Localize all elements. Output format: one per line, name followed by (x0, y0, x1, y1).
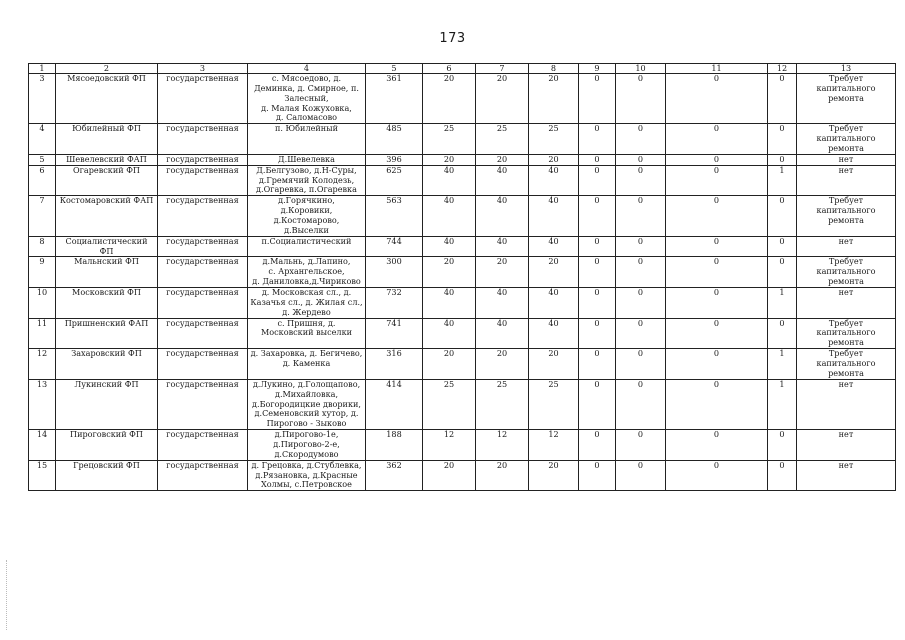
ownership-type-cell: государственная (158, 165, 248, 196)
facility-name-cell: Костомаровский ФАП (56, 196, 158, 236)
value-cell-12: 1 (768, 379, 797, 429)
value-cell-11: 0 (666, 460, 768, 491)
settlements-line: д. Московская сл., д. (261, 287, 352, 298)
value-cell-9: 0 (579, 154, 616, 165)
value-cell-11: 0 (666, 379, 768, 429)
value-cell-7: 20 (476, 74, 529, 124)
value-cell-7: 25 (476, 379, 529, 429)
facility-name-cell: Юбилейный ФП (56, 124, 158, 155)
value-cell-6: 20 (423, 74, 476, 124)
table-row (29, 236, 896, 257)
repair-status-cell (797, 349, 896, 380)
repair-status-line: нет (838, 154, 854, 164)
value-cell-5: 744 (366, 236, 423, 257)
value-cell-9: 0 (579, 165, 616, 196)
row-number-cell: 3 (29, 74, 56, 124)
row-number-cell: 7 (29, 196, 56, 236)
value-cell-8: 40 (529, 318, 579, 349)
settlements-cell (248, 236, 366, 257)
settlements-line: д. Жердево (282, 306, 331, 317)
value-cell-9: 0 (579, 379, 616, 429)
settlements-line: д.Коровики, (280, 205, 333, 216)
settlements-line: п.Социалистический (261, 236, 352, 246)
header-cell-3: 3 (158, 64, 248, 74)
settlements-line: Московский выселки (260, 327, 353, 338)
ownership-type-cell: государственная (158, 196, 248, 236)
ownership-type-cell: государственная (158, 349, 248, 380)
ownership-type-cell: государственная (158, 257, 248, 288)
header-cell-12: 12 (768, 64, 797, 74)
value-cell-11: 0 (666, 288, 768, 319)
value-cell-6: 40 (423, 318, 476, 349)
ownership-type-cell: государственная (158, 379, 248, 429)
table-body (29, 64, 896, 491)
value-cell-7: 40 (476, 288, 529, 319)
settlements-line: д.Богородицкие дворики, (252, 398, 361, 409)
value-cell-10: 0 (616, 349, 666, 380)
value-cell-11: 0 (666, 257, 768, 288)
repair-status-line: Требует (828, 256, 864, 267)
value-cell-7: 40 (476, 196, 529, 236)
settlements-line: п. Юбилейный (274, 123, 339, 134)
header-cell-7: 7 (476, 64, 529, 74)
value-cell-6: 40 (423, 236, 476, 257)
table-row (29, 379, 896, 429)
value-cell-8: 25 (529, 124, 579, 155)
facility-name-cell: Захаровский ФП (56, 349, 158, 380)
value-cell-10: 0 (616, 430, 666, 461)
repair-status-line: ремонта (828, 215, 864, 226)
settlements-cell (248, 349, 366, 380)
settlements-line: Д.Белгузово, д.Н-Суры, (256, 165, 357, 175)
header-cell-9: 9 (579, 64, 616, 74)
header-cell-2: 2 (56, 64, 158, 74)
table-row (29, 349, 896, 380)
repair-status-line: Требует (828, 195, 864, 206)
value-cell-6: 25 (423, 379, 476, 429)
facility-name-cell: Мальнский ФП (56, 257, 158, 288)
value-cell-8: 40 (529, 165, 579, 196)
table-row (29, 165, 896, 196)
value-cell-5: 732 (366, 288, 423, 319)
value-cell-7: 40 (476, 236, 529, 257)
settlements-line: с. Мясоедово, д. (271, 73, 342, 83)
facility-name-cell: Шевелевский ФАП (56, 154, 158, 165)
ownership-type-cell: государственная (158, 288, 248, 319)
settlements-line: д.Лукино, д.Голощапово, (252, 379, 361, 389)
value-cell-11: 0 (666, 124, 768, 155)
value-cell-5: 188 (366, 430, 423, 461)
value-cell-10: 0 (616, 257, 666, 288)
value-cell-5: 625 (366, 165, 423, 196)
value-cell-6: 20 (423, 154, 476, 165)
settlements-line: д. Саломасово (275, 112, 338, 123)
value-cell-12: 0 (768, 74, 797, 124)
value-cell-12: 0 (768, 196, 797, 236)
repair-status-cell (797, 196, 896, 236)
row-number-cell: 15 (29, 460, 56, 491)
repair-status-line: нет (838, 236, 854, 246)
value-cell-10: 0 (616, 165, 666, 196)
value-cell-8: 20 (529, 154, 579, 165)
repair-status-cell (797, 257, 896, 288)
repair-status-cell (797, 236, 896, 257)
repair-status-cell (797, 318, 896, 349)
value-cell-5: 414 (366, 379, 423, 429)
value-cell-9: 0 (579, 257, 616, 288)
settlements-line: д. Захаровка, д. Бегичево, (250, 348, 363, 359)
facility-name-cell: Пироговский ФП (56, 430, 158, 461)
repair-status-line: ремонта (828, 367, 864, 378)
header-cell-6: 6 (423, 64, 476, 74)
facility-name-cell: Грецовский ФП (56, 460, 158, 491)
value-cell-11: 0 (666, 154, 768, 165)
settlements-line: Казачья сл., д. Жилая сл., (250, 296, 363, 307)
settlements-cell (248, 379, 366, 429)
value-cell-5: 316 (366, 349, 423, 380)
value-cell-11: 0 (666, 318, 768, 349)
row-number-cell: 12 (29, 349, 56, 380)
repair-status-line: Требует (828, 318, 864, 328)
repair-status-line: капитального (816, 358, 876, 369)
settlements-line: Пирогово - Зыково (266, 418, 347, 429)
settlements-line: д.Михайловка, (274, 388, 339, 399)
value-cell-10: 0 (616, 74, 666, 124)
facility-name-cell: Мясоедовский ФП (56, 74, 158, 124)
value-cell-11: 0 (666, 349, 768, 380)
settlements-cell (248, 288, 366, 319)
settlements-cell (248, 74, 366, 124)
value-cell-8: 40 (529, 236, 579, 257)
settlements-line: Залесный, (284, 92, 329, 103)
repair-status-line: нет (838, 460, 854, 470)
value-cell-12: 1 (768, 165, 797, 196)
value-cell-12: 0 (768, 124, 797, 155)
table-row (29, 430, 896, 461)
settlements-line: Деминка, д. Смирное, п. (254, 82, 359, 93)
header-row (29, 64, 896, 74)
value-cell-12: 0 (768, 154, 797, 165)
value-cell-12: 0 (768, 236, 797, 257)
value-cell-9: 0 (579, 430, 616, 461)
settlements-line: д.Горячкино, (278, 195, 335, 206)
facility-name-cell: Огаревский ФП (56, 165, 158, 196)
value-cell-9: 0 (579, 124, 616, 155)
settlements-line: д.Мальнь, д.Лапино, (262, 256, 351, 267)
value-cell-5: 362 (366, 460, 423, 491)
facility-name-cell: Московский ФП (56, 288, 158, 319)
value-cell-9: 0 (579, 460, 616, 491)
ownership-type-cell: государственная (158, 236, 248, 257)
facility-name-cell: Пришненский ФАП (56, 318, 158, 349)
ownership-type-cell: государственная (158, 74, 248, 124)
repair-status-line: ремонта (828, 276, 864, 287)
settlements-cell (248, 165, 366, 196)
table-row (29, 460, 896, 491)
value-cell-5: 361 (366, 74, 423, 124)
settlements-line: д.Пирогово-1е, (274, 429, 339, 440)
ownership-type-cell: государственная (158, 318, 248, 349)
settlements-line: д. Каменка (282, 358, 331, 369)
ownership-type-cell: государственная (158, 124, 248, 155)
settlements-line: д.Семеновский хутор, д. (254, 408, 359, 419)
row-number-cell: 5 (29, 154, 56, 165)
settlements-cell (248, 124, 366, 155)
settlements-cell (248, 154, 366, 165)
value-cell-9: 0 (579, 236, 616, 257)
table-row (29, 318, 896, 349)
settlements-line: д.Костомарово, (273, 215, 340, 226)
table-row (29, 124, 896, 155)
value-cell-6: 40 (423, 165, 476, 196)
ownership-type-cell: государственная (158, 460, 248, 491)
repair-status-cell (797, 124, 896, 155)
repair-status-line: ремонта (828, 92, 864, 103)
settlements-line: с. Пришня, д. (277, 318, 336, 328)
repair-status-cell (797, 430, 896, 461)
table-row (29, 74, 896, 124)
value-cell-5: 741 (366, 318, 423, 349)
settlements-line: д.Гремячий Колодезь, (258, 174, 355, 185)
repair-status-line: Требует (828, 73, 864, 83)
settlements-line: д. Даниловка,д.Чириково (252, 276, 361, 287)
value-cell-11: 0 (666, 236, 768, 257)
ownership-type-cell: государственная (158, 154, 248, 165)
header-cell-5: 5 (366, 64, 423, 74)
row-number-cell: 6 (29, 165, 56, 196)
value-cell-9: 0 (579, 349, 616, 380)
repair-status-line: капитального (816, 327, 876, 338)
value-cell-8: 20 (529, 257, 579, 288)
value-cell-8: 20 (529, 349, 579, 380)
facilities-table (28, 63, 896, 491)
settlements-line: Д.Шевелевка (278, 154, 335, 164)
settlements-cell (248, 196, 366, 236)
value-cell-7: 40 (476, 165, 529, 196)
value-cell-5: 485 (366, 124, 423, 155)
value-cell-10: 0 (616, 318, 666, 349)
value-cell-12: 0 (768, 430, 797, 461)
table-row (29, 257, 896, 288)
value-cell-11: 0 (666, 430, 768, 461)
header-cell-4: 4 (248, 64, 366, 74)
row-number-cell: 11 (29, 318, 56, 349)
repair-status-line: капитального (816, 82, 876, 93)
value-cell-10: 0 (616, 196, 666, 236)
repair-status-cell (797, 288, 896, 319)
value-cell-8: 20 (529, 460, 579, 491)
row-number-cell: 4 (29, 124, 56, 155)
row-number-cell: 10 (29, 288, 56, 319)
value-cell-12: 1 (768, 288, 797, 319)
header-cell-8: 8 (529, 64, 579, 74)
value-cell-9: 0 (579, 196, 616, 236)
settlements-line: д.Огаревка, п.Огаревка (256, 184, 357, 195)
header-cell-1: 1 (29, 64, 56, 74)
header-cell-11: 11 (666, 64, 768, 74)
settlements-cell (248, 430, 366, 461)
ownership-type-cell: государственная (158, 430, 248, 461)
value-cell-7: 20 (476, 154, 529, 165)
value-cell-9: 0 (579, 318, 616, 349)
value-cell-12: 0 (768, 318, 797, 349)
value-cell-7: 20 (476, 257, 529, 288)
repair-status-line: капитального (816, 266, 876, 277)
repair-status-cell (797, 379, 896, 429)
margin-dotted-line (6, 560, 8, 630)
value-cell-6: 40 (423, 288, 476, 319)
value-cell-10: 0 (616, 124, 666, 155)
value-cell-6: 12 (423, 430, 476, 461)
value-cell-7: 25 (476, 124, 529, 155)
repair-status-cell (797, 460, 896, 491)
value-cell-8: 20 (529, 74, 579, 124)
value-cell-7: 20 (476, 460, 529, 491)
repair-status-line: ремонта (828, 337, 864, 348)
value-cell-5: 563 (366, 196, 423, 236)
repair-status-line: Требует (828, 348, 864, 359)
settlements-line: д. Малая Кожуховка, (261, 102, 352, 113)
table-row (29, 288, 896, 319)
value-cell-6: 25 (423, 124, 476, 155)
repair-status-cell (797, 154, 896, 165)
repair-status-line: капитального (816, 205, 876, 216)
settlements-cell (248, 318, 366, 349)
value-cell-10: 0 (616, 236, 666, 257)
value-cell-10: 0 (616, 460, 666, 491)
repair-status-line: нет (838, 429, 854, 440)
repair-status-line: ремонта (828, 143, 864, 154)
value-cell-8: 40 (529, 196, 579, 236)
value-cell-6: 20 (423, 349, 476, 380)
value-cell-6: 40 (423, 196, 476, 236)
value-cell-12: 0 (768, 257, 797, 288)
value-cell-8: 40 (529, 288, 579, 319)
value-cell-7: 12 (476, 430, 529, 461)
table-row (29, 154, 896, 165)
value-cell-11: 0 (666, 74, 768, 124)
value-cell-10: 0 (616, 379, 666, 429)
settlements-line: д.Рязановка, д.Красные (255, 469, 358, 480)
value-cell-12: 1 (768, 349, 797, 380)
settlements-line: с. Архангельское, (268, 266, 345, 277)
row-number-cell: 8 (29, 236, 56, 257)
settlements-line: д.Выселки (284, 224, 329, 235)
settlements-line: д.Пирогово-2-е, (273, 438, 340, 449)
value-cell-6: 20 (423, 257, 476, 288)
settlements-cell (248, 257, 366, 288)
value-cell-12: 0 (768, 460, 797, 491)
value-cell-5: 396 (366, 154, 423, 165)
repair-status-line: Требует (828, 123, 864, 134)
repair-status-line: нет (838, 287, 854, 298)
settlements-cell (248, 460, 366, 491)
repair-status-cell (797, 74, 896, 124)
settlements-line: д.Скородумово (274, 448, 339, 459)
table-row (29, 196, 896, 236)
repair-status-cell (797, 165, 896, 196)
value-cell-10: 0 (616, 288, 666, 319)
row-number-cell: 14 (29, 430, 56, 461)
value-cell-9: 0 (579, 74, 616, 124)
value-cell-7: 20 (476, 349, 529, 380)
facility-name-cell: Социалистический ФП (56, 236, 158, 257)
header-cell-13: 13 (797, 64, 896, 74)
value-cell-10: 0 (616, 154, 666, 165)
value-cell-5: 300 (366, 257, 423, 288)
value-cell-11: 0 (666, 196, 768, 236)
value-cell-11: 0 (666, 165, 768, 196)
value-cell-9: 0 (579, 288, 616, 319)
value-cell-6: 20 (423, 460, 476, 491)
row-number-cell: 9 (29, 257, 56, 288)
value-cell-7: 40 (476, 318, 529, 349)
repair-status-line: нет (838, 165, 854, 175)
settlements-line: Холмы, с.Петровское (261, 479, 352, 490)
value-cell-8: 25 (529, 379, 579, 429)
page-number: 173 (439, 31, 466, 46)
facility-name-cell: Лукинский ФП (56, 379, 158, 429)
header-cell-10: 10 (616, 64, 666, 74)
value-cell-8: 12 (529, 430, 579, 461)
repair-status-line: капитального (816, 133, 876, 144)
settlements-line: д. Грецовка, д.Стублевка, (251, 460, 362, 470)
row-number-cell: 13 (29, 379, 56, 429)
repair-status-line: нет (838, 379, 854, 389)
